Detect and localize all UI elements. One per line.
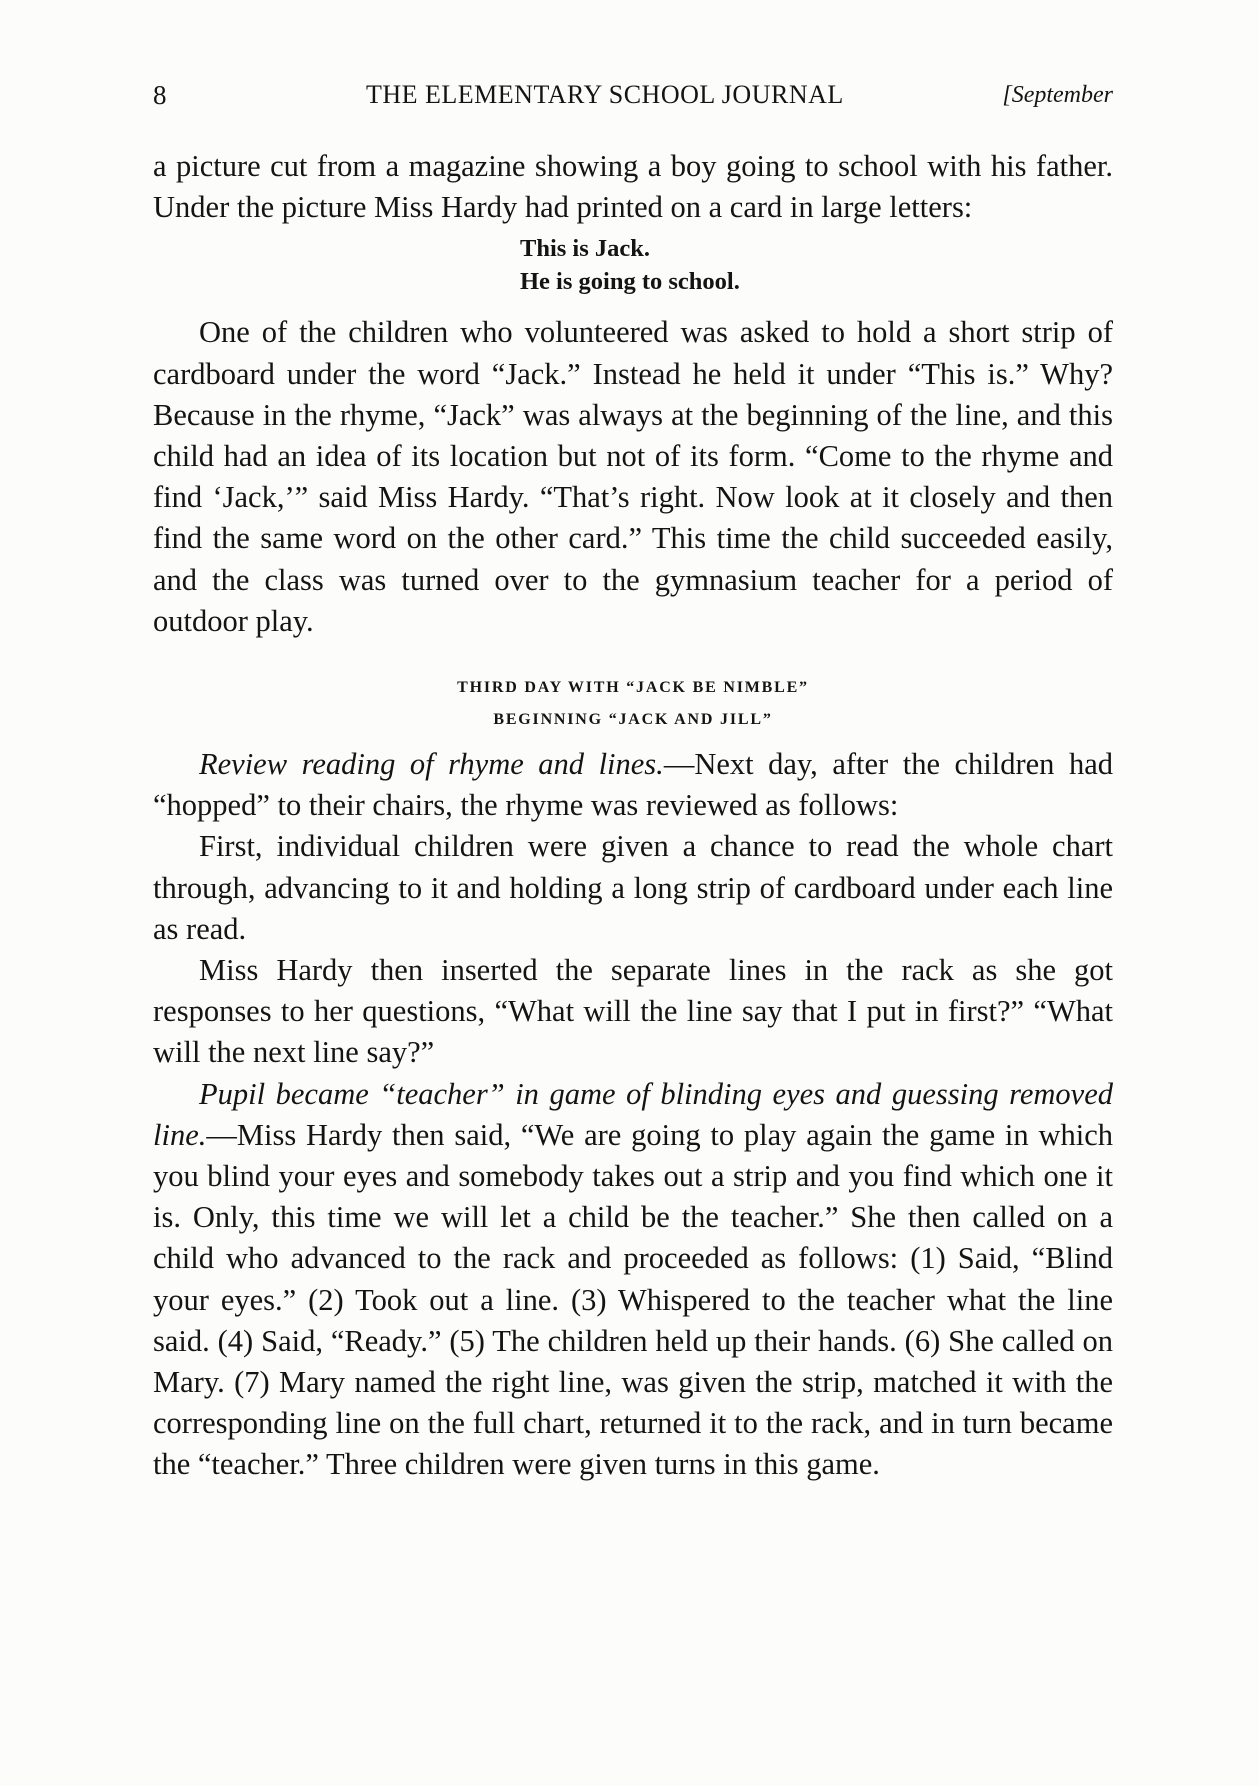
page-body [153, 146, 1113, 1486]
run-in-heading: Pupil became “teacher” in game of blinding eyes and guessing removed line. [153, 1076, 1113, 1152]
section-heading-line: THIRD DAY WITH “JACK BE NIMBLE” [457, 679, 809, 697]
paragraph: First, individual children were given a chance to read the whole chart through, advancing to it and holding a long strip of cardboard under each line as read. [153, 829, 1113, 946]
header-month: [September [1002, 82, 1113, 108]
paragraph: Miss Hardy then inserted the separate lines in the rack as she got responses to her questions, “What will the line say that I put in first?” “What will the next line say?” [153, 953, 1113, 1070]
paragraph [153, 744, 1113, 826]
running-header [153, 74, 1113, 114]
paragraph-continued: a picture cut from a magazine showing a boy going to school with his father. Under the picture Miss Hardy had printed on a card in large letters: [153, 149, 1113, 225]
paragraph [153, 1074, 1113, 1486]
page-number: 8 [153, 80, 167, 110]
paragraph: One of the children who volunteered was asked to hold a short strip of cardboard under the word “Jack.” Instead he held it under “This is.” Why? Because in the rhyme, “Jack” was always at the beginning of the line, and this child had an idea of its location but not of its form. “Come to the rhyme and find ‘Jack,’” said Miss Hardy. “That’s right. Now look at it closely and then find the same word on the other card.” This time the child succeeded easily, and the class was turned over to the gymnasium teacher for a period of outdoor play. [153, 315, 1113, 638]
card-line: This is Jack. [520, 235, 651, 263]
section-heading-line: BEGINNING “JACK AND JILL” [493, 711, 773, 729]
section-heading [153, 672, 1113, 736]
card-line: He is going to school. [520, 268, 740, 296]
card-text-block [520, 232, 1113, 298]
journal-title: THE ELEMENTARY SCHOOL JOURNAL [366, 80, 844, 109]
paragraph-text: —Next day, after the children had “hopped” to their chairs, the rhyme was reviewed as follows: [153, 747, 1113, 823]
run-in-heading: Review reading of rhyme and lines. [199, 747, 664, 782]
paragraph-text: —Miss Hardy then said, “We are going to play again the game in which you blind your eyes and somebody takes out a strip and you find which one it is. Only, this time we will let a child be the teacher.” She then called on a child who advanced to the rack and proceeded as follows: (1) Said, “Blind your eyes.” (2) Took out a line. (3) Whispered to the teacher what the line said. (4) Said, “Ready.” (5) The children held up their hands. (6) She called on Mary. (7) Mary named the right line, was given the strip, matched it with the corresponding line on the full chart, returned it to the rack, and in turn became the “teacher.” Three children were given turns in this game. [153, 1117, 1113, 1482]
